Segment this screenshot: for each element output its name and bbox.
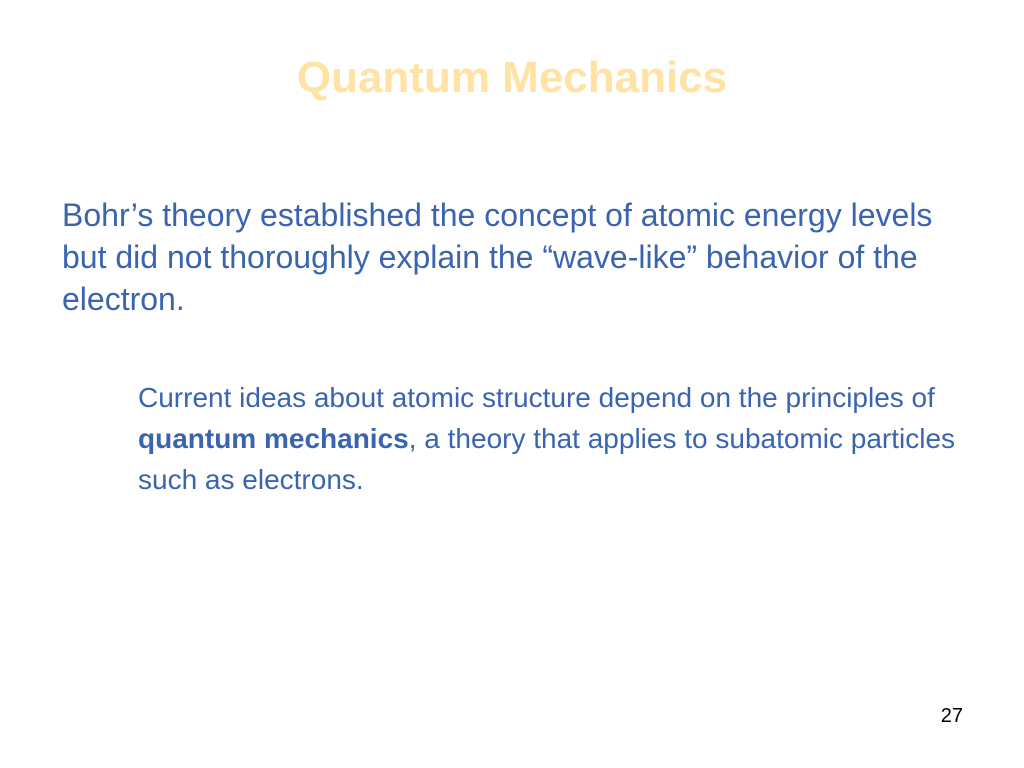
- body-paragraph-bohr: Bohr’s theory established the concept of atomic energy levels but did not thoroughly explain the “wave-like” behavior of the electron.: [62, 197, 933, 317]
- paragraph-text-after: , a theory that applies to subatomic particles such as electrons.: [138, 423, 956, 495]
- body-paragraph-quantum: [138, 377, 958, 500]
- slide-title: Quantum Mechanics: [296, 53, 728, 102]
- paragraph-text-before: Current ideas about atomic structure depend on the principles of: [138, 382, 935, 413]
- quantum-mechanics-emphasis: quantum mechanics: [138, 423, 409, 454]
- page-number: 27: [940, 705, 963, 727]
